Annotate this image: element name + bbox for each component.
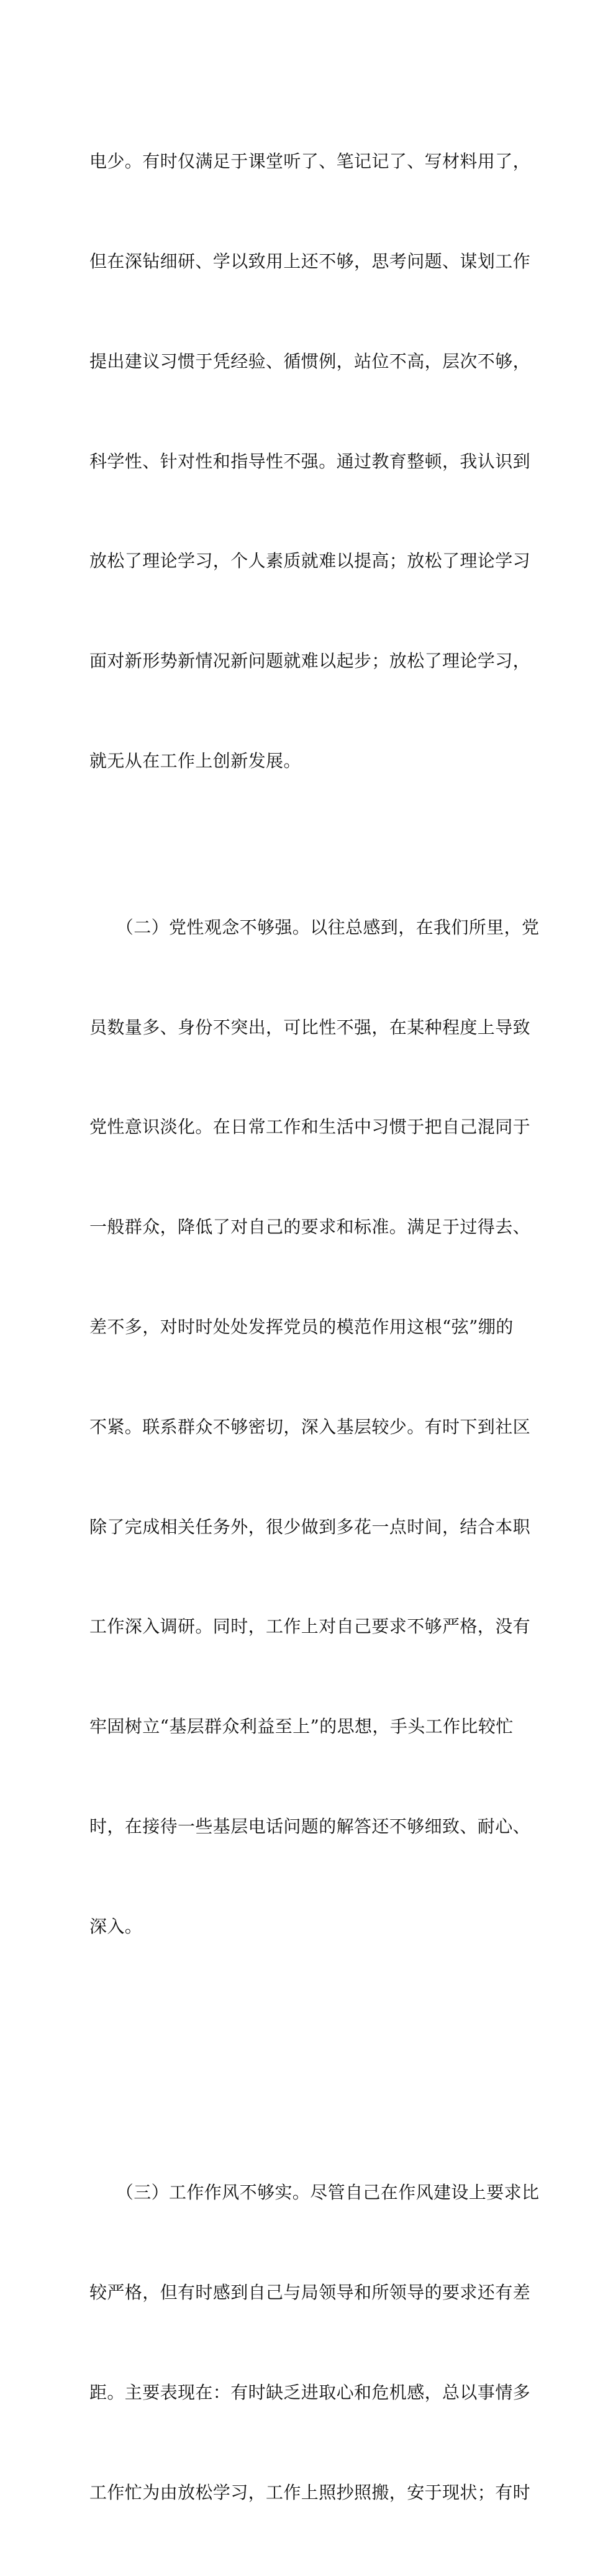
text-line: 放松了理论学习，个人素质就难以提高；放松了理论学习 <box>89 550 531 572</box>
text-line: 一般群众，降低了对自己的要求和标准。满足于过得去、 <box>89 1217 531 1238</box>
text-line: 时，在接待一些基层电话问题的解答还不够细致、耐心、 <box>89 1816 531 1837</box>
text-line: 但在深钻细研、学以致用上还不够，思考问题、谋划工作 <box>89 250 531 272</box>
paragraph-1 <box>89 78 531 844</box>
text-line: 党性意识淡化。在日常工作和生活中习惯于把自己混同于 <box>89 1117 531 1138</box>
text-line: 科学性、针对性和指导性不强。通过教育整顿，我认识到 <box>89 450 531 472</box>
text-line: 工作忙为由放松学习，工作上照抄照搬，安于现状；有时 <box>89 2482 531 2503</box>
text-line: 员数量多、身份不突出，可比性不强，在某种程度上导致 <box>89 1016 531 1038</box>
text-line: 牢固树立“基层群众利益至上”的思想，手头工作比较忙 <box>89 1716 514 1737</box>
text-line: 就无从在工作上创新发展。 <box>89 750 301 771</box>
text-line: 工作深入调研。同时，工作上对自己要求不够严格，没有 <box>89 1616 531 1637</box>
text-line: 深入。 <box>89 1916 143 1937</box>
text-line: 差不多，对时时处处发挥党员的模范作用这根“弦”绷的 <box>89 1316 514 1337</box>
document-body <box>89 78 540 2576</box>
paragraph-2 <box>89 844 540 2110</box>
text-line: 距。主要表现在：有时缺乏进取心和危机感，总以事情多 <box>89 2382 531 2403</box>
text-line: 提出建议习惯于凭经验、循惯例，站位不高，层次不够， <box>89 350 531 372</box>
text-line: 面对新形势新情况新问题就难以起步；放松了理论学习， <box>89 651 531 672</box>
text-line <box>89 2009 502 2043</box>
text-line: 较严格，但有时感到自己与局领导和所领导的要求还有差 <box>89 2282 531 2303</box>
text-line: （三）工作作风不够实。尽管自己在作风建设上要求比 <box>89 2182 540 2203</box>
text-line: 电少。有时仅满足于课堂听了、笔记记了、写材料用了， <box>89 151 531 172</box>
text-line: 除了完成相关任务外，很少做到多花一点时间，结合本职 <box>89 1516 531 1537</box>
paragraph-3 <box>89 2109 540 2575</box>
text-line: 不紧。联系群众不够密切，深入基层较少。有时下到社区 <box>89 1416 531 1437</box>
text-line: （二）党性观念不够强。以往总感到，在我们所里，党 <box>89 916 540 938</box>
